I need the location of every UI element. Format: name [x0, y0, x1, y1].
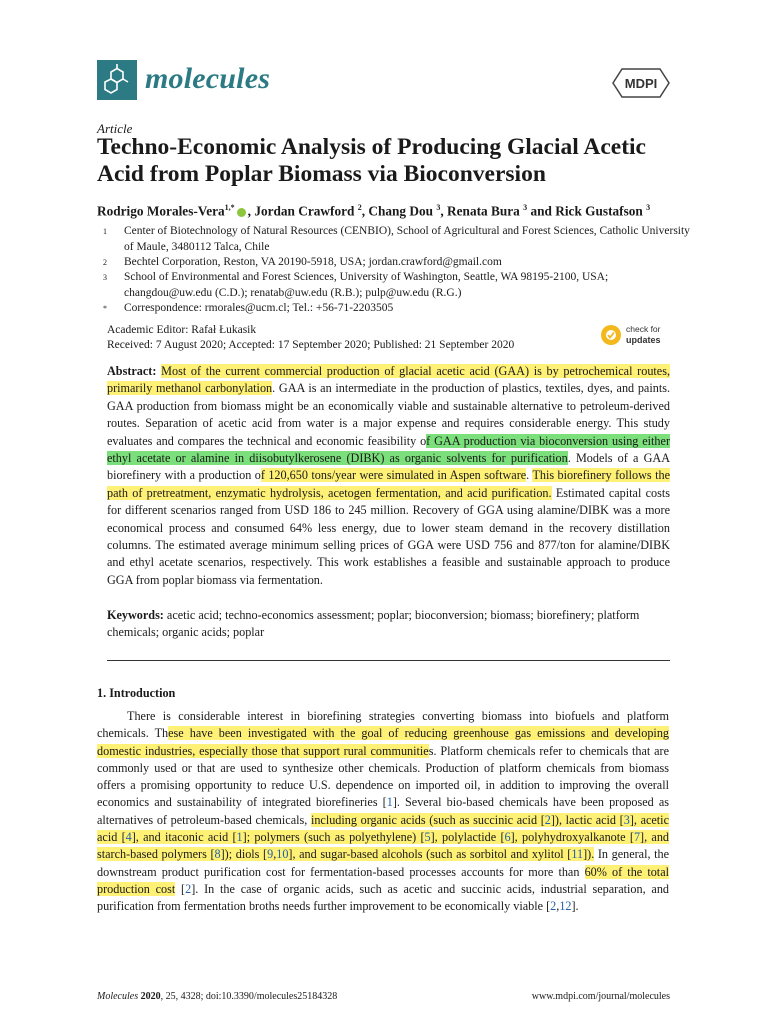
citation-link[interactable]: 9: [267, 847, 274, 862]
citation-link[interactable]: 5: [424, 830, 431, 845]
journal-logo-icon: [97, 60, 137, 100]
highlighted-text: 60% of the total production cost: [97, 864, 669, 896]
footer-doi[interactable]: , 25, 4328; doi:10.3390/molecules25184328: [160, 991, 338, 1002]
citation-link[interactable]: 10: [276, 847, 289, 862]
svg-text:check for: check for: [626, 324, 661, 334]
abstract-text: Estimated capital costs for different scenarios ranged from USD 186 to 245 million. Recovery of GGA using alamine/DIBK was a more economical process and consumed 64% less energy, due to lower steam demand in the recovery distillation columns. The estimated average minimum selling prices of GGA were USD 756 and 877/ton for alamine/DIBK and ethyl acetate scenarios, respectively. This work establishes a feasible and sustainable approach to produce GGA from poplar biomass via fermentation.: [107, 485, 670, 587]
citation-link[interactable]: 4: [125, 830, 132, 845]
body-text: ].: [571, 899, 579, 914]
author-list: Rodrigo Morales-Vera$^{1,*}$ , Jordan Crawford $^2$, Chang Dou $^3$, Renata Bura $^3$ and Rick Gustafson $^3$: [97, 203, 651, 219]
correspondence-text: Correspondence: rmorales@ucm.cl; Tel.: +56-71-2203505: [124, 302, 394, 314]
affiliation-2: [103, 255, 693, 271]
citation-link[interactable]: 7: [633, 830, 641, 845]
author-name[interactable]: Rick Gustafson: [555, 203, 643, 219]
keywords-label: Keywords:: [107, 608, 164, 622]
affiliation-number: *: [103, 304, 107, 313]
abstract: [107, 363, 670, 589]
citation-link[interactable]: 8: [214, 847, 221, 862]
highlighted-text: Most of the current commercial production of glacial acetic acid (GAA) is by petrochemical routes, primarily methanol carbonylation: [107, 364, 670, 396]
abstract-label: Abstract:: [107, 364, 157, 378]
orcid-icon[interactable]: [237, 208, 246, 217]
footer-citation: [97, 991, 337, 1002]
affiliation-number: 3: [103, 273, 107, 282]
author-conjunction: and: [530, 203, 552, 219]
keywords-text: acetic acid; techno-economics assessment; poplar; bioconversion; biomass; biorefinery; platform chemicals; organic acids; poplar: [107, 608, 640, 640]
affiliation-marker: 1,*: [224, 203, 235, 212]
citation-link[interactable]: 2: [185, 881, 192, 896]
author-name[interactable]: Jordan Crawford: [254, 203, 355, 219]
body-text: [: [175, 881, 186, 896]
citation-link[interactable]: 11: [571, 847, 584, 862]
abstract-text: .: [526, 468, 533, 483]
highlighted-text: This biorefinery follows the path of pretreatment, enzymatic hydrolysis, acetogen fermentation, and acid purification.: [107, 468, 670, 500]
citation-link[interactable]: 12: [559, 899, 572, 914]
author-name[interactable]: Renata Bura: [447, 203, 520, 219]
footer-year: 2020: [140, 991, 161, 1002]
citation-link[interactable]: 3: [623, 812, 630, 827]
section-heading: 1. Introduction: [97, 686, 176, 700]
intro-paragraph: There is considerable interest in biorefining strategies converting biomass into biofuels and platform chemicals. These have been investigated with the goal of reducing greenhouse gas emissions and developing domestic industries, especially those that support rural communities. Platform chemicals refer to chemicals that are commonly used or that are used to synthesize other chemicals. Production of platform chemicals from biomass offers a promising opportunity to reduce U.S. dependence on imported oil, in addition to improving the overall economics and sustainability of integrated biorefineries [1]. Several bio-based chemicals have been proposed as alternatives of petroleum-based chemicals, including organic acids (such as succinic acid [2]), lactic acid [3], acetic acid [4], and itaconic acid [1]; polymers (such as polyethylene) [5], polylactide [6], polyhydroxyalkanote [7], and starch-based polymers [8]); diols [9,10], and sugar-based alcohols (such as sorbitol and xylitol [11]). In general, the downstream product purification cost for fermentation-based processes accounts for more than 60% of the total production cost [2]. In the case of organic acids, such as acetic and succinic acids, industrial separation, and purification from fermentation broths needs further improvement to be economically viable [2,12].: [97, 709, 670, 914]
mdpi-logo[interactable]: [612, 68, 670, 98]
citation-link[interactable]: 2: [550, 899, 557, 914]
article-title: Techno-Economic Analysis of Producing Glacial Acetic Acid from Poplar Biomass via Bioconversion: [97, 134, 646, 187]
abstract-text: . GAA is an intermediate in the production of plastics, textiles, dyes, and paints. GAA production from biomass might be an economically viable and sustainable alternative to petroleum-derived routes. Separation of acetic acid from water is a major expense and requires considerable energy. This study evaluates and compares the technical and economic feasibility o: [107, 381, 670, 448]
academic-editor: Academic Editor: Rafał Łukasik: [107, 324, 257, 336]
body-text: In general, the downstream product purification cost for fermentation-based processes accounts for more than: [97, 847, 670, 879]
journal-name: molecules: [145, 62, 271, 95]
affiliation-number: 2: [103, 258, 107, 267]
body-text: s. Platform chemicals refer to chemicals that are commonly used or that are used to synthesize other chemicals. Production of platform chemicals from biomass offers a promising opportunity to reduce U.S. dependence on imported oil, in addition to improving the overall economics and sustainability of integrated biorefineries [: [97, 743, 669, 810]
correspondence: [103, 301, 693, 317]
citation-link[interactable]: 2: [544, 812, 551, 827]
affiliation-3: [103, 270, 693, 301]
affiliation-marker: 2: [357, 203, 362, 212]
affiliation-text: Center of Biotechnology of Natural Resources (CENBIO), School of Agricultural and Forest Sciences, Catholic University of Maule, 3480112 Talca, Chile: [124, 225, 690, 253]
highlighted-text: f GAA production via bioconversion using either ethyl acetate or alamine in diisobutylkerosene (DIBK) as organic solvents for purification: [107, 433, 670, 466]
affiliation-1: [103, 224, 693, 255]
citation-link[interactable]: 6: [504, 830, 511, 845]
affiliation-marker: 3: [436, 203, 441, 212]
svg-text:updates: updates: [626, 335, 661, 345]
footer-journal: Molecules: [97, 991, 139, 1002]
footer-url[interactable]: www.mdpi.com/journal/molecules: [531, 991, 670, 1002]
author-name[interactable]: Chang Dou: [368, 203, 434, 219]
body-text: There is considerable interest in biorefining strategies converting biomass into biofuels and platform chemicals. Th: [97, 709, 669, 741]
publication-dates: Received: 7 August 2020; Accepted: 17 September 2020; Published: 21 September 2020: [107, 339, 515, 351]
affiliation-text: Bechtel Corporation, Reston, VA 20190-5918, USA; jordan.crawford@gmail.com: [124, 256, 502, 268]
highlighted-text: f 120,650 tons/year were simulated in Aspen software: [260, 468, 527, 483]
section-divider: [107, 660, 670, 661]
highlighted-text: including organic acids (such as succinic acid [2]), lactic acid [3], acetic acid [4], and itaconic acid [1]; polymers (such as polyethylene) [5], polylactide [6], polyhydroxyalkanote [7], and starch-based polymers [8]); diols [9,10], and sugar-based alcohols (such as sorbitol and xylitol [11]).: [97, 812, 670, 862]
article-type: Article: [97, 121, 133, 136]
author-name[interactable]: Rodrigo Morales-Vera: [97, 203, 225, 219]
highlighted-text: ese have been investigated with the goal of reducing greenhouse gas emissions and developing domestic industries, especially those that support rural communitie: [97, 726, 670, 758]
svg-text:MDPI: MDPI: [624, 76, 658, 91]
affiliation-marker: 3: [646, 203, 651, 212]
body-text: ]. Several bio-based chemicals have been proposed as alternatives of petroleum-based chemicals,: [97, 795, 670, 827]
abstract-text: . Models of a GAA biorefinery with a production o: [107, 451, 670, 483]
citation-link[interactable]: 1: [386, 795, 393, 810]
keywords: [107, 607, 670, 642]
affiliation-number: 1: [103, 227, 107, 236]
citation-link[interactable]: 1: [236, 830, 243, 845]
affiliation-marker: 3: [523, 203, 528, 212]
body-text: ]. In the case of organic acids, such as acetic and succinic acids, industrial separation, and purification from fermentation broths needs further improvement to be economically viable [: [97, 881, 670, 914]
affiliation-text: School of Environmental and Forest Sciences, University of Washington, Seattle, WA 98195-2100, USA; changdou@uw.edu (C.D.); renatab@uw.edu (R.B.); pulp@uw.edu (R.G.): [124, 271, 609, 299]
check-for-updates-badge[interactable]: [600, 321, 672, 349]
